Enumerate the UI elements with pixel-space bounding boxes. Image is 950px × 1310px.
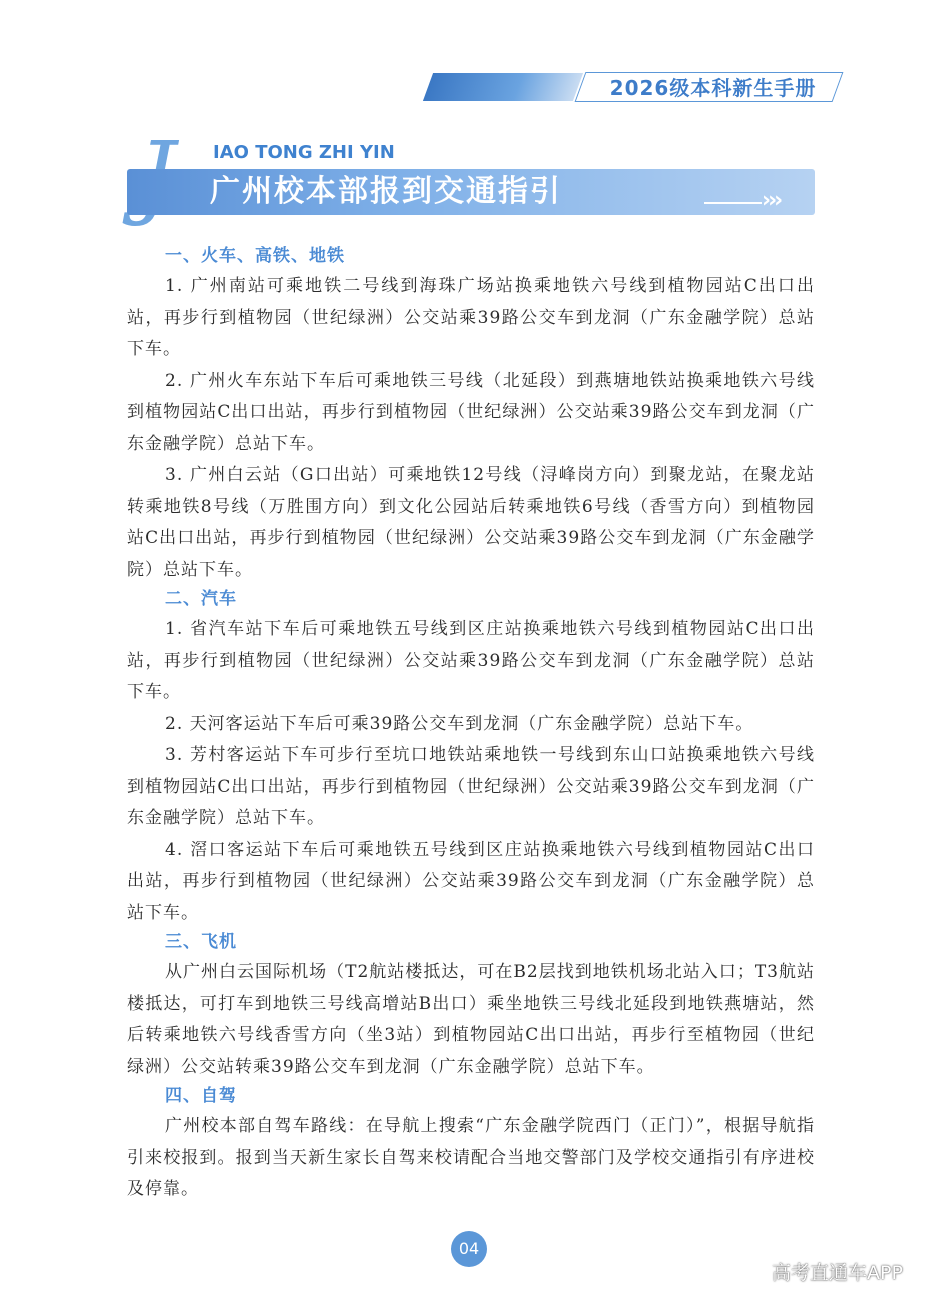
- banner-pinyin: IAO TONG ZHI YIN: [213, 142, 395, 163]
- paragraph: 2. 广州火车东站下车后可乘地铁三号线（北延段）到燕塘地铁站换乘地铁六号线到植物园站C出口出站，再步行到植物园（世纪绿洲）公交站乘39路公交车到龙洞（广东金融学院）总站下车。: [127, 370, 815, 454]
- section-plane: [127, 929, 815, 1083]
- paragraph: 2. 天河客运站下车后可乘39路公交车到龙洞（广东金融学院）总站下车。: [165, 713, 754, 734]
- page-title: 广州校本部报到交通指引: [210, 174, 562, 209]
- paragraph: 1. 省汽车站下车后可乘地铁五号线到区庄站换乘地铁六号线到植物园站C出口出站，再步行到植物园（世纪绿洲）公交站乘39路公交车到龙洞（广东金融学院）总站下车。: [127, 619, 815, 702]
- section-heading: 二、汽车: [165, 589, 237, 609]
- paragraph: 1. 广州南站可乘地铁二号线到海珠广场站换乘地铁六号线到植物园站C出口出站，再步行到植物园（世纪绿洲）公交站乘39路公交车到龙洞（广东金融学院）总站下车。: [127, 276, 815, 359]
- section-train: [127, 243, 815, 586]
- paragraph: 3. 广州白云站（G口出站）可乘地铁12号线（浔峰岗方向）到聚龙站，在聚龙站转乘地铁8号线（万胜围方向）到文化公园站后转乘地铁6号线（香雪方向）到植物园站C出口出站，再步行到植物园（世纪绿洲）公交站乘39路公交车到龙洞（广东金融学院）总站下车。: [127, 465, 815, 580]
- section-heading: 三、飞机: [165, 932, 237, 952]
- watermark: 高考直通车APP: [772, 1262, 903, 1284]
- page-number: 04: [451, 1231, 487, 1267]
- paragraph: 4. 滘口客运站下车后可乘地铁五号线到区庄站换乘地铁六号线到植物园站C出口出站，再步行到植物园（世纪绿洲）公交站乘39路公交车到龙洞（广东金融学院）总站下车。: [127, 839, 815, 923]
- handbook-title: 2026级本科新生手册: [609, 76, 817, 100]
- header-decor-bar: [423, 73, 583, 101]
- banner-divider-line: [704, 202, 762, 204]
- content-body: [127, 243, 815, 1206]
- chevron-right-icon: ›››: [762, 188, 781, 213]
- section-heading: 一、火车、高铁、地铁: [165, 246, 345, 266]
- section-self-drive: [127, 1083, 815, 1206]
- paragraph: 广州校本部自驾车路线：在导航上搜索“广东金融学院西门（正门）”，根据导航指引来校报到。报到当天新生家长自驾来校请配合当地交警部门及学校交通指引有序进校及停靠。: [127, 1116, 815, 1199]
- section-bus: [127, 586, 815, 929]
- paragraph: 从广州白云国际机场（T2航站楼抵达，可在B2层找到地铁机场北站入口；T3航站楼抵达，可打车到地铁三号线高增站B出口）乘坐地铁三号线北延段到地铁燕塘站，然后转乘地铁六号线香雪方向（坐3站）到植物园站C出口出站，再步行至植物园（世纪绿洲）公交站转乘39路公交车到龙洞（广东金融学院）总站下车。: [127, 962, 815, 1077]
- section-heading: 四、自驾: [165, 1086, 237, 1106]
- paragraph: 3. 芳村客运站下车可步行至坑口地铁站乘地铁一号线到东山口站换乘地铁六号线到植物园站C出口出站，再步行到植物园（世纪绿洲）公交站乘39路公交车到龙洞（广东金融学院）总站下车。: [127, 745, 815, 828]
